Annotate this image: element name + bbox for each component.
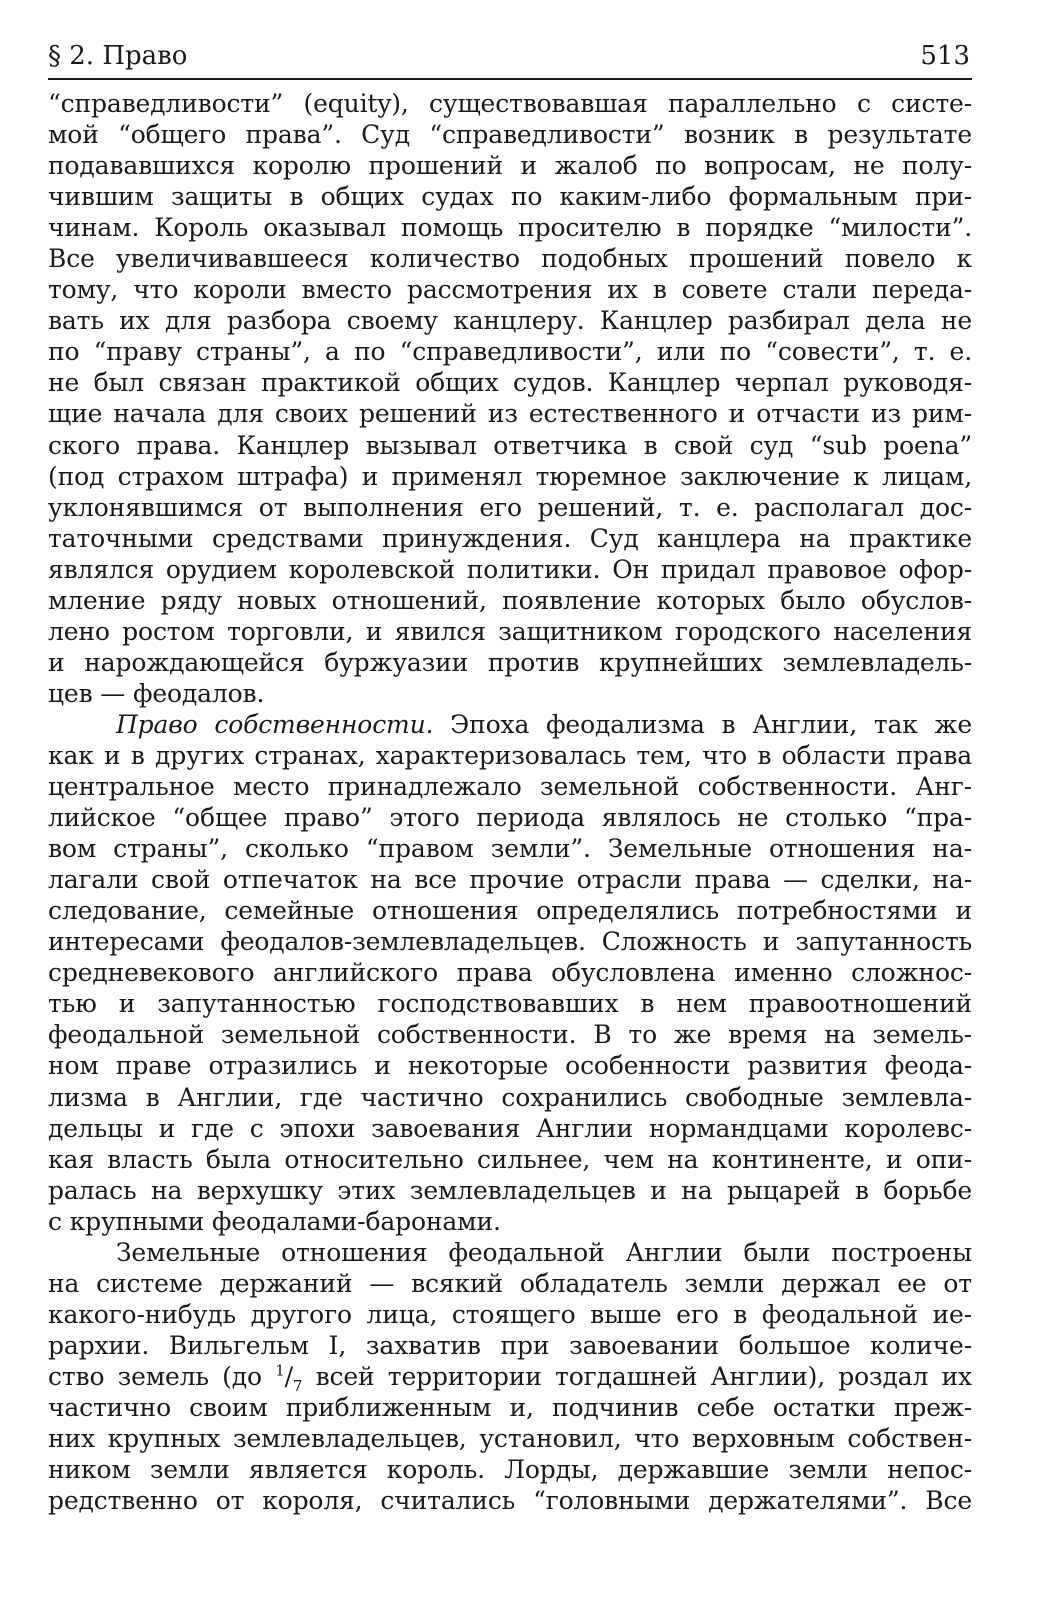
paragraph-property-law xyxy=(48,709,972,1237)
page-number: 513 xyxy=(920,41,970,71)
text-line: Земельные отношения феодальной Англии были построены xyxy=(116,1237,972,1267)
text-line: щие начала для своих решений из естественного и отчасти из рим- xyxy=(48,399,972,429)
fraction-numerator: 1 xyxy=(275,1361,285,1380)
paragraph-equity xyxy=(48,88,972,709)
text-line: частично своим приближенным и, подчинив себе остатки преж- xyxy=(48,1392,972,1422)
text-line: ником земли является король. Лорды, державшие земли непос- xyxy=(48,1455,972,1485)
text-line: чившим защиты в общих судах по каким-либо формальным при- xyxy=(48,182,972,212)
text-line: ралась на верхушку этих землевладельцев и на рыцарей в борьбе xyxy=(48,1175,972,1205)
text-line: подававшихся королю прошений и жалоб по вопросам, не полу- xyxy=(48,151,972,181)
text-line: лено ростом торговли, и явился защитником городского населения xyxy=(48,616,972,646)
text-line: лизма в Англии, где частично сохранились свободные землевла- xyxy=(48,1082,972,1112)
text-line: них крупных землевладельцев, установил, что верховным собствен- xyxy=(48,1424,972,1454)
body-text xyxy=(48,88,972,1516)
text-line: таточными средствами принуждения. Суд канцлера на практике xyxy=(48,523,972,553)
text-line: (под страхом штрафа) и применял тюремное заключение к лицам, xyxy=(48,461,972,491)
text-line: тью и запутанностью господствовавших в нем правоотношений xyxy=(48,989,972,1019)
text-line: мой “общего права”. Суд “справедливости” возник в результате xyxy=(48,120,972,150)
text-line: на системе держаний — всякий обладатель земли держал ее от xyxy=(48,1268,972,1298)
text-line: как и в других странах, характеризовалась тем, что в области права xyxy=(48,740,972,770)
text-line: рархии. Вильгельм I, захватив при завоевании большое количе- xyxy=(48,1330,972,1360)
text-line: редственно от короля, считались “головными держателями”. Все xyxy=(48,1486,972,1516)
italic-heading: Право собственности. xyxy=(116,709,434,739)
text-line: лагали свой отпечаток на все прочие отрасли права — сделки, на- xyxy=(48,865,972,895)
text-line: ном праве отразились и некоторые особенности развития феода- xyxy=(48,1051,972,1081)
text-line: кая власть была относительно сильнее, чем на континенте, и опи- xyxy=(48,1144,972,1174)
text-line: следование, семейные отношения определялись потребностями и xyxy=(48,896,972,926)
text-line: ского права. Канцлер вызывал ответчика в свой суд “sub poena” xyxy=(48,430,972,460)
text-line: средневекового английского права обусловлена именно сложнос- xyxy=(48,958,972,988)
text-line: ство земель (до $^1/_7$ всей территории тогдашней Англии), роздал их xyxy=(48,1361,973,1395)
text-line: Право собственности. Эпоха феодализма в Англии, так же xyxy=(116,709,972,739)
text-line: тому, что короли вместо рассмотрения их в совете стали переда- xyxy=(48,275,972,305)
paragraph-land-tenure xyxy=(48,1237,972,1516)
text-line: дельцы и где с эпохи завоевания Англии нормандцами королевс- xyxy=(48,1113,972,1143)
text-line: уклонявшимся от выполнения его решений, т. е. располагал дос- xyxy=(48,492,972,522)
text-line: и нарождающейся буржуазии против крупнейших землевладель- xyxy=(48,647,972,677)
running-head xyxy=(48,38,972,80)
text-line: вом страны”, сколько “правом земли”. Земельные отношения на- xyxy=(48,834,972,864)
section-title: § 2. Право xyxy=(48,41,188,71)
text-line: центральное место принадлежало земельной собственности. Анг- xyxy=(48,772,972,802)
text-line: цев — феодалов. xyxy=(48,678,265,708)
fraction-slash: / xyxy=(284,1361,293,1391)
text-line: вать их для разбора своему канцлеру. Канцлер разбирал дела не xyxy=(48,306,972,336)
text-line: с крупными феодалами-баронами. xyxy=(48,1206,501,1236)
book-page xyxy=(48,38,972,1516)
text-line: “справедливости” (equity), существовавшая параллельно с систе- xyxy=(48,89,972,118)
text-line: чинам. Король оказывал помощь просителю в порядке “милости”. xyxy=(48,213,972,243)
fraction-denominator: 7 xyxy=(292,1376,303,1395)
text-line: не был связан практикой общих судов. Канцлер черпал руководя- xyxy=(48,368,972,398)
text-line: по “праву страны”, а по “справедливости”, или по “совести”, т. е. xyxy=(48,337,972,367)
text-line: какого-нибудь другого лица, стоящего выше его в феодальной ие- xyxy=(48,1299,972,1329)
text-line: интересами феодалов-землевладельцев. Сложность и запутанность xyxy=(48,927,972,957)
text-line: феодальной земельной собственности. В то же время на земель- xyxy=(48,1020,972,1050)
text-line: являлся орудием королевской политики. Он придал правовое офор- xyxy=(48,554,972,584)
text-line: мление ряду новых отношений, появление которых было обуслов- xyxy=(48,585,972,615)
text-line: Все увеличивавшееся количество подобных прошений повело к xyxy=(48,244,972,274)
text-line: лийское “общее право” этого периода являлось не столько “пра- xyxy=(48,803,972,833)
